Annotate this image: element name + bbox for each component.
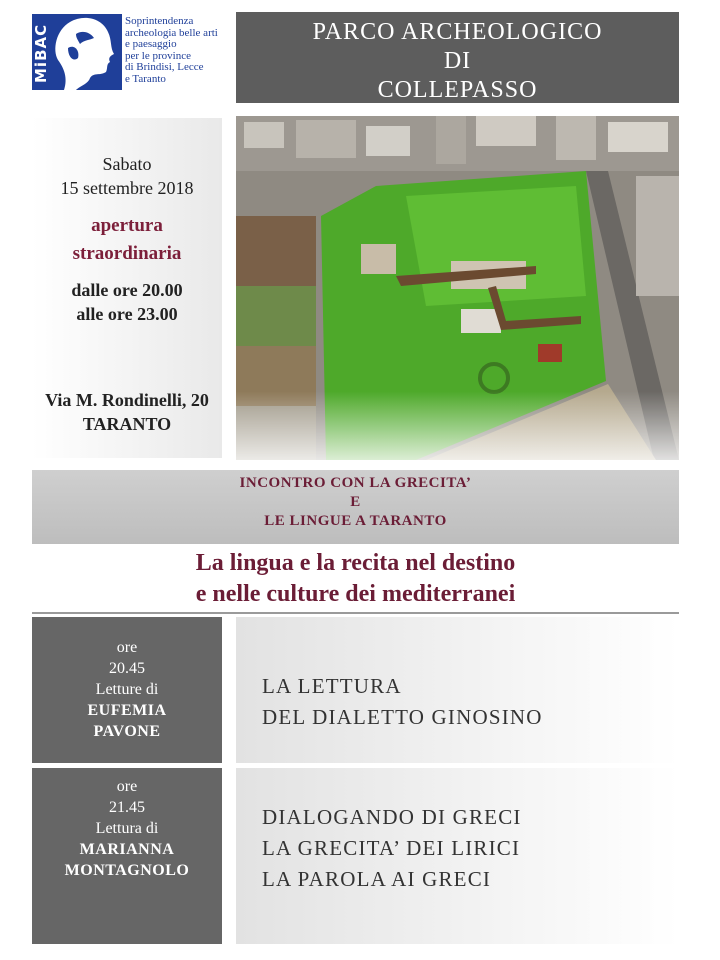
event-date: 15 settembre 2018 [60,178,194,198]
reading-label: Letture di [95,681,159,698]
event-theme-band [32,470,679,544]
reader-surname: MONTAGNOLO [64,862,190,879]
aerial-site-photo [236,116,679,460]
theme-line: INCONTRO CON LA GRECITA’ [239,475,472,491]
org-line: e Taranto [125,72,166,85]
park-title-line: DI [443,48,472,74]
program-time-box [32,768,222,944]
park-title-line: PARCO ARCHEOLOGICO [312,19,603,45]
program-title: DEL DIALETTO GINOSINO [262,705,543,729]
program-time: 21.45 [109,799,145,816]
mibac-logo [32,14,122,90]
org-line: di Brindisi, Lecce [125,61,204,73]
event-city: TARANTO [82,414,172,434]
org-line: archeologia belle arti [125,26,218,39]
event-address: Via M. Rondinelli, 20 [45,390,209,410]
reader-name: EUFEMIA [87,702,167,719]
program-time-box [32,617,222,763]
reader-name: MARIANNA [79,841,175,858]
reading-label: Lettura di [95,820,159,837]
program-title: LA PAROLA AI GRECI [262,867,492,891]
head-profile-icon [50,14,122,90]
park-title-banner [236,12,679,103]
organization-name [125,16,237,85]
event-info-panel [32,118,222,458]
event-day: Sabato [102,154,152,174]
program-title: LA LETTURA [262,674,402,698]
park-title-line: COLLEPASSO [377,77,538,103]
opening-label-2: straordinaria [72,243,182,264]
program-title: LA GRECITA’ DEI LIRICI [262,836,521,860]
main-title [32,548,679,610]
ore-label: ore [116,639,138,656]
logo-text: MiBAC [32,23,50,83]
reader-surname: PAVONE [93,723,161,740]
org-line: e paesaggio [125,38,177,50]
theme-line: E [350,494,361,510]
program-titles [236,768,679,944]
main-title-line: La lingua e la recita nel destino [195,550,516,576]
opening-hours-end: alle ore 23.00 [76,304,178,324]
program-titles [236,617,679,763]
main-title-line: e nelle culture dei mediterranei [195,581,516,607]
theme-line: LE LINGUE A TARANTO [264,513,447,529]
opening-label: apertura [91,215,163,236]
program-title: DIALOGANDO DI GRECI [262,805,522,829]
org-line: per le province [125,49,191,62]
opening-hours-start: dalle ore 20.00 [71,280,183,300]
program-time: 20.45 [109,660,145,677]
ore-label: ore [116,778,138,795]
divider [32,612,679,614]
org-line: Soprintendenza [125,15,194,27]
